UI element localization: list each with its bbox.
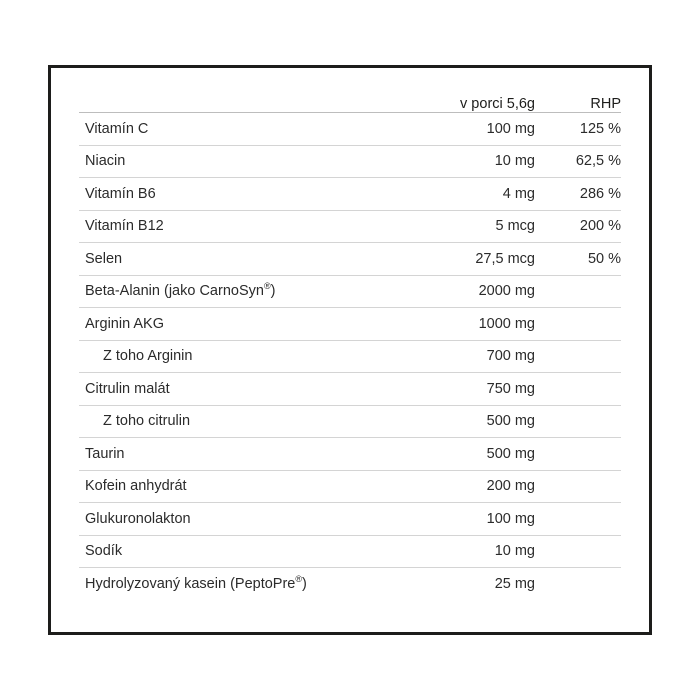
- nutrient-amount: 500 mg: [486, 445, 535, 462]
- nutrient-name: Hydrolyzovaný kasein (PeptoPre®): [85, 573, 307, 592]
- nutrient-name: Z toho Arginin: [103, 348, 193, 365]
- nutrient-amount: 4 mg: [502, 185, 535, 202]
- nutrient-rhp: [549, 568, 621, 600]
- table-row: [79, 210, 621, 243]
- nutrient-name: Vitamín C: [85, 120, 149, 137]
- nutrient-amount: 10 mg: [494, 543, 535, 560]
- nutrient-amount: 5 mcg: [495, 218, 535, 235]
- nutrient-amount: 500 mg: [486, 413, 535, 430]
- nutrient-rhp: [549, 470, 621, 503]
- nutrient-name: Sodík: [85, 543, 123, 560]
- nutrient-name: Taurin: [85, 445, 125, 462]
- nutrient-amount: 100 mg: [486, 120, 535, 137]
- nutrient-rhp: [549, 275, 621, 308]
- nutrient-amount: 25 mg: [494, 575, 535, 592]
- header-serving-amount: v porci 5,6g: [460, 96, 535, 112]
- header-rhp: RHP: [590, 96, 621, 112]
- nutrient-amount: 700 mg: [486, 348, 535, 365]
- nutrient-amount: 1000 mg: [478, 315, 535, 332]
- table-row: [79, 340, 621, 373]
- nutrient-name: Kofein anhydrát: [85, 478, 187, 495]
- table-row: [79, 535, 621, 568]
- nutrient-name: Beta-Alanin (jako CarnoSyn®): [85, 281, 276, 300]
- table-row: [79, 178, 621, 211]
- nutrient-rhp: [549, 535, 621, 568]
- nutrient-rhp: 50 %: [587, 250, 621, 267]
- nutrient-rhp: 200 %: [579, 218, 621, 235]
- nutrient-name: Vitamín B6: [85, 185, 156, 202]
- nutrient-rhp: [549, 373, 621, 406]
- table-row: [79, 405, 621, 438]
- nutrient-amount: 27,5 mcg: [475, 250, 535, 267]
- table-row: [79, 373, 621, 406]
- nutrient-rhp: 62,5 %: [575, 153, 621, 170]
- table-row: [79, 113, 621, 146]
- nutrient-name: Citrulin malát: [85, 380, 170, 397]
- nutrition-table-wrapper: [79, 96, 621, 600]
- nutrient-rhp: 286 %: [579, 185, 621, 202]
- nutrient-rhp: [549, 405, 621, 438]
- table-row: [79, 243, 621, 276]
- nutrient-name: Niacin: [85, 153, 126, 170]
- nutrient-amount: 200 mg: [486, 478, 535, 495]
- nutrient-rhp: [549, 340, 621, 373]
- nutrient-rhp: [549, 438, 621, 471]
- table-header: [79, 96, 621, 113]
- nutrient-amount: 10 mg: [494, 153, 535, 170]
- trademark-mark: ®: [295, 573, 302, 584]
- table-row: [79, 308, 621, 341]
- table-row: [79, 470, 621, 503]
- table-row: [79, 438, 621, 471]
- trademark-mark: ®: [263, 281, 271, 292]
- nutrient-rhp: 125 %: [579, 120, 621, 137]
- nutrient-name: Arginin AKG: [85, 315, 164, 332]
- nutrient-name: Vitamín B12: [85, 218, 164, 235]
- nutrient-amount: 100 mg: [486, 510, 535, 527]
- nutrient-amount: 750 mg: [486, 380, 535, 397]
- table-row: [79, 145, 621, 178]
- nutrient-name: Glukuronolakton: [85, 510, 191, 527]
- nutrient-rhp: [549, 308, 621, 341]
- nutrient-rhp: [549, 503, 621, 536]
- table-header-row: [79, 96, 621, 113]
- nutrition-panel: [48, 65, 652, 635]
- nutrient-name: Selen: [85, 250, 123, 267]
- table-row: [79, 503, 621, 536]
- nutrition-table: [79, 96, 621, 600]
- nutrient-amount: 2000 mg: [478, 283, 535, 300]
- table-body: [79, 113, 621, 600]
- header-nutrient: [79, 96, 395, 113]
- nutrient-name: Z toho citrulin: [103, 413, 191, 430]
- table-row: [79, 275, 621, 308]
- table-row: [79, 568, 621, 600]
